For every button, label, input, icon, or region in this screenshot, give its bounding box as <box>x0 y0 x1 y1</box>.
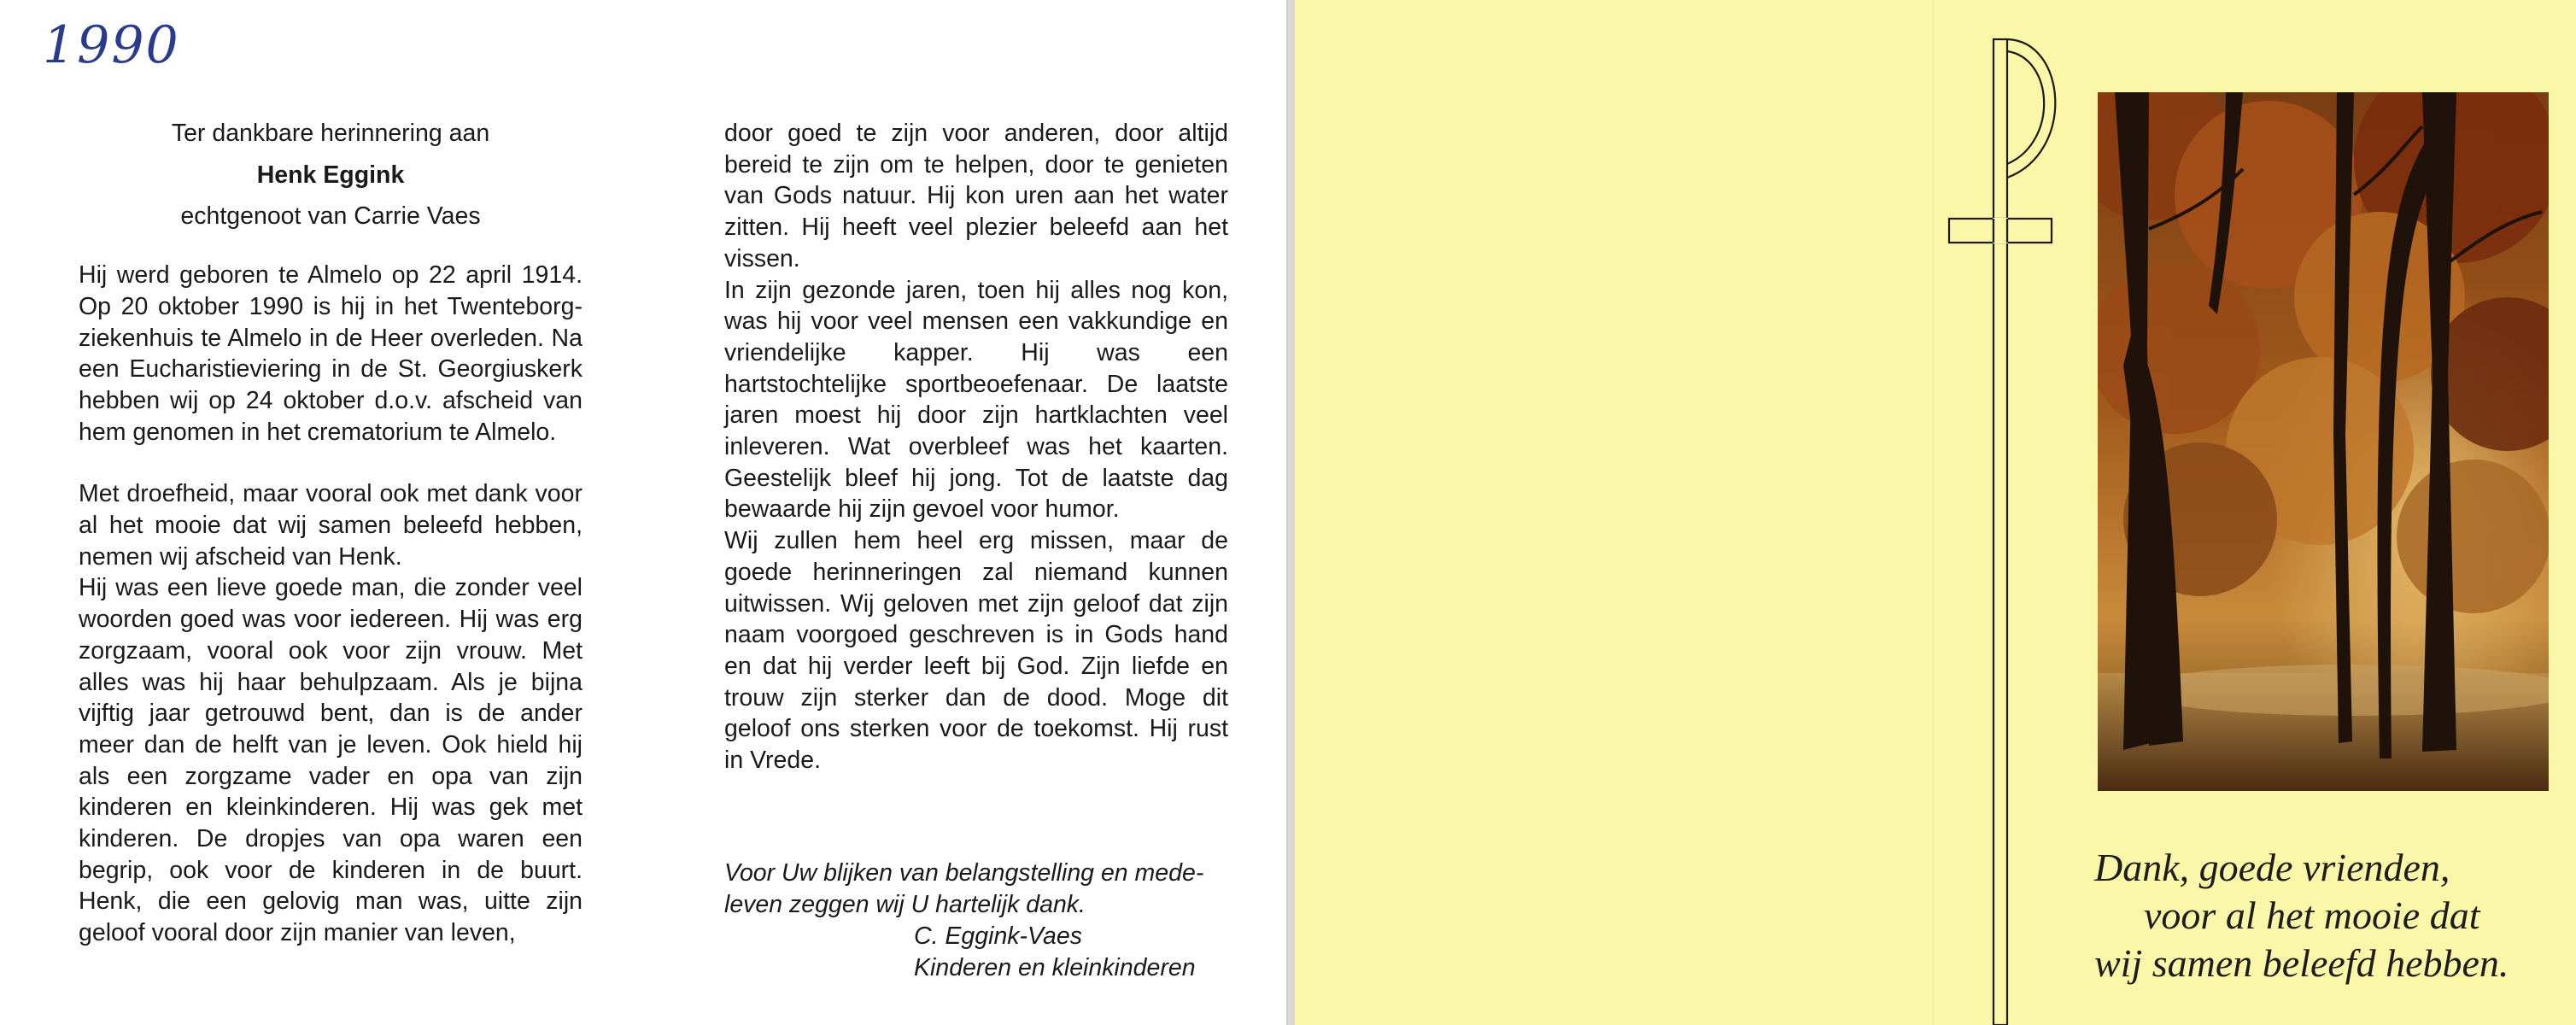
spouse-line: echtgenoot van Carrie Vaes <box>180 202 481 231</box>
front-verse <box>2094 844 2573 987</box>
heading-remembrance: Ter dankbare herinnering aan <box>171 120 490 147</box>
signature-family: Kinderen en kleinkinderen <box>914 954 1196 981</box>
faith-paragraph: Wij zullen hem heel erg missen, maar de goede herinneringen zal niemand kunnen uitwissen. Wij geloven met zijn geloof dat zijn naam voorgoed geschreven is in Gods hand en dat hij verder leeft bij God. Zijn liefde en trouw zijn sterker dan de dood. Moge dit geloof ons sterken voor de toekomst. Hij rust in Vrede. <box>724 527 1228 775</box>
left-text-column <box>79 118 583 949</box>
card-fold-line <box>1932 0 1934 1025</box>
chi-rho-cross-icon <box>1939 32 2075 1025</box>
biography-paragraph: Hij werd geboren te Almelo op 22 april 1914. Op 20 oktober 1990 is hij in het Twenteborg-ziekenhuis te Almelo in de Heer overleden. Na een Eucharistieviering in de St. Georgiuskerk hebben wij op 24 oktober d.o.v. afscheid van hem genomen in het crematorium te Almelo. <box>79 261 583 446</box>
autumn-forest-photo <box>2098 92 2549 791</box>
deceased-name: Henk Eggink <box>256 161 405 189</box>
right-text-column <box>724 118 1228 776</box>
thanks-line-2: leven zeggen wij U hartelijk dank. <box>724 891 1086 918</box>
career-paragraph: In zijn gezonde jaren, toen hij alles nog kon, was hij voor veel mensen een vakkundige en vriendelijke kapper. Hij was een hartstochtelijke sportbeoefenaar. De laatste jaren moest hij door zijn hartklachten veel inleveren. Wat overbleef was het kaarten. Geestelijk bleef hij jong. Tot de laatste dag bewaarde hij zijn gevoel voor humor. <box>724 276 1228 524</box>
verse-line-1: Dank, goede vrienden, <box>2094 846 2450 889</box>
nature-paragraph: door goed te zijn voor anderen, door altijd bereid te zijn om te helpen, door te genieten van Gods natuur. Hij kon uren aan het water zitten. Hij heeft veel plezier beleefd aan het vissen. <box>724 120 1228 272</box>
farewell-paragraph: Met droefheid, maar vooral ook met dank voor al het mooie dat wij samen beleefd hebben, nemen wij afscheid van Henk. <box>79 480 583 571</box>
handwritten-year: 1990 <box>43 15 180 75</box>
thanks-line-1: Voor Uw blijken van belangstelling en mede- <box>724 859 1204 887</box>
verse-line-3: wij samen beleefd hebben. <box>2094 941 2509 985</box>
verse-line-2: voor al het mooie dat <box>2144 893 2480 937</box>
signature-spouse: C. Eggink-Vaes <box>914 922 1082 950</box>
thanks-block <box>724 858 1237 984</box>
character-paragraph: Hij was een lieve goede man, die zonder veel woorden goed was voor iedereen. Hij was erg zorgzaam, vooral ook voor zijn vrouw. Met alles was hij haar behulpzaam. Als je bijna vijftig jaar getrouwd bent, dan is de ander meer dan de helft van je leven. Ook hield hij als een zorgzame vader en opa van zijn kinderen en kleinkinderen. Hij was gek met kinderen. De dropjes van opa waren een begrip, ook voor de kinderen in de buurt. Henk, die een gelovig man was, uitte zijn geloof vooral door zijn manier van leven, <box>79 574 583 947</box>
